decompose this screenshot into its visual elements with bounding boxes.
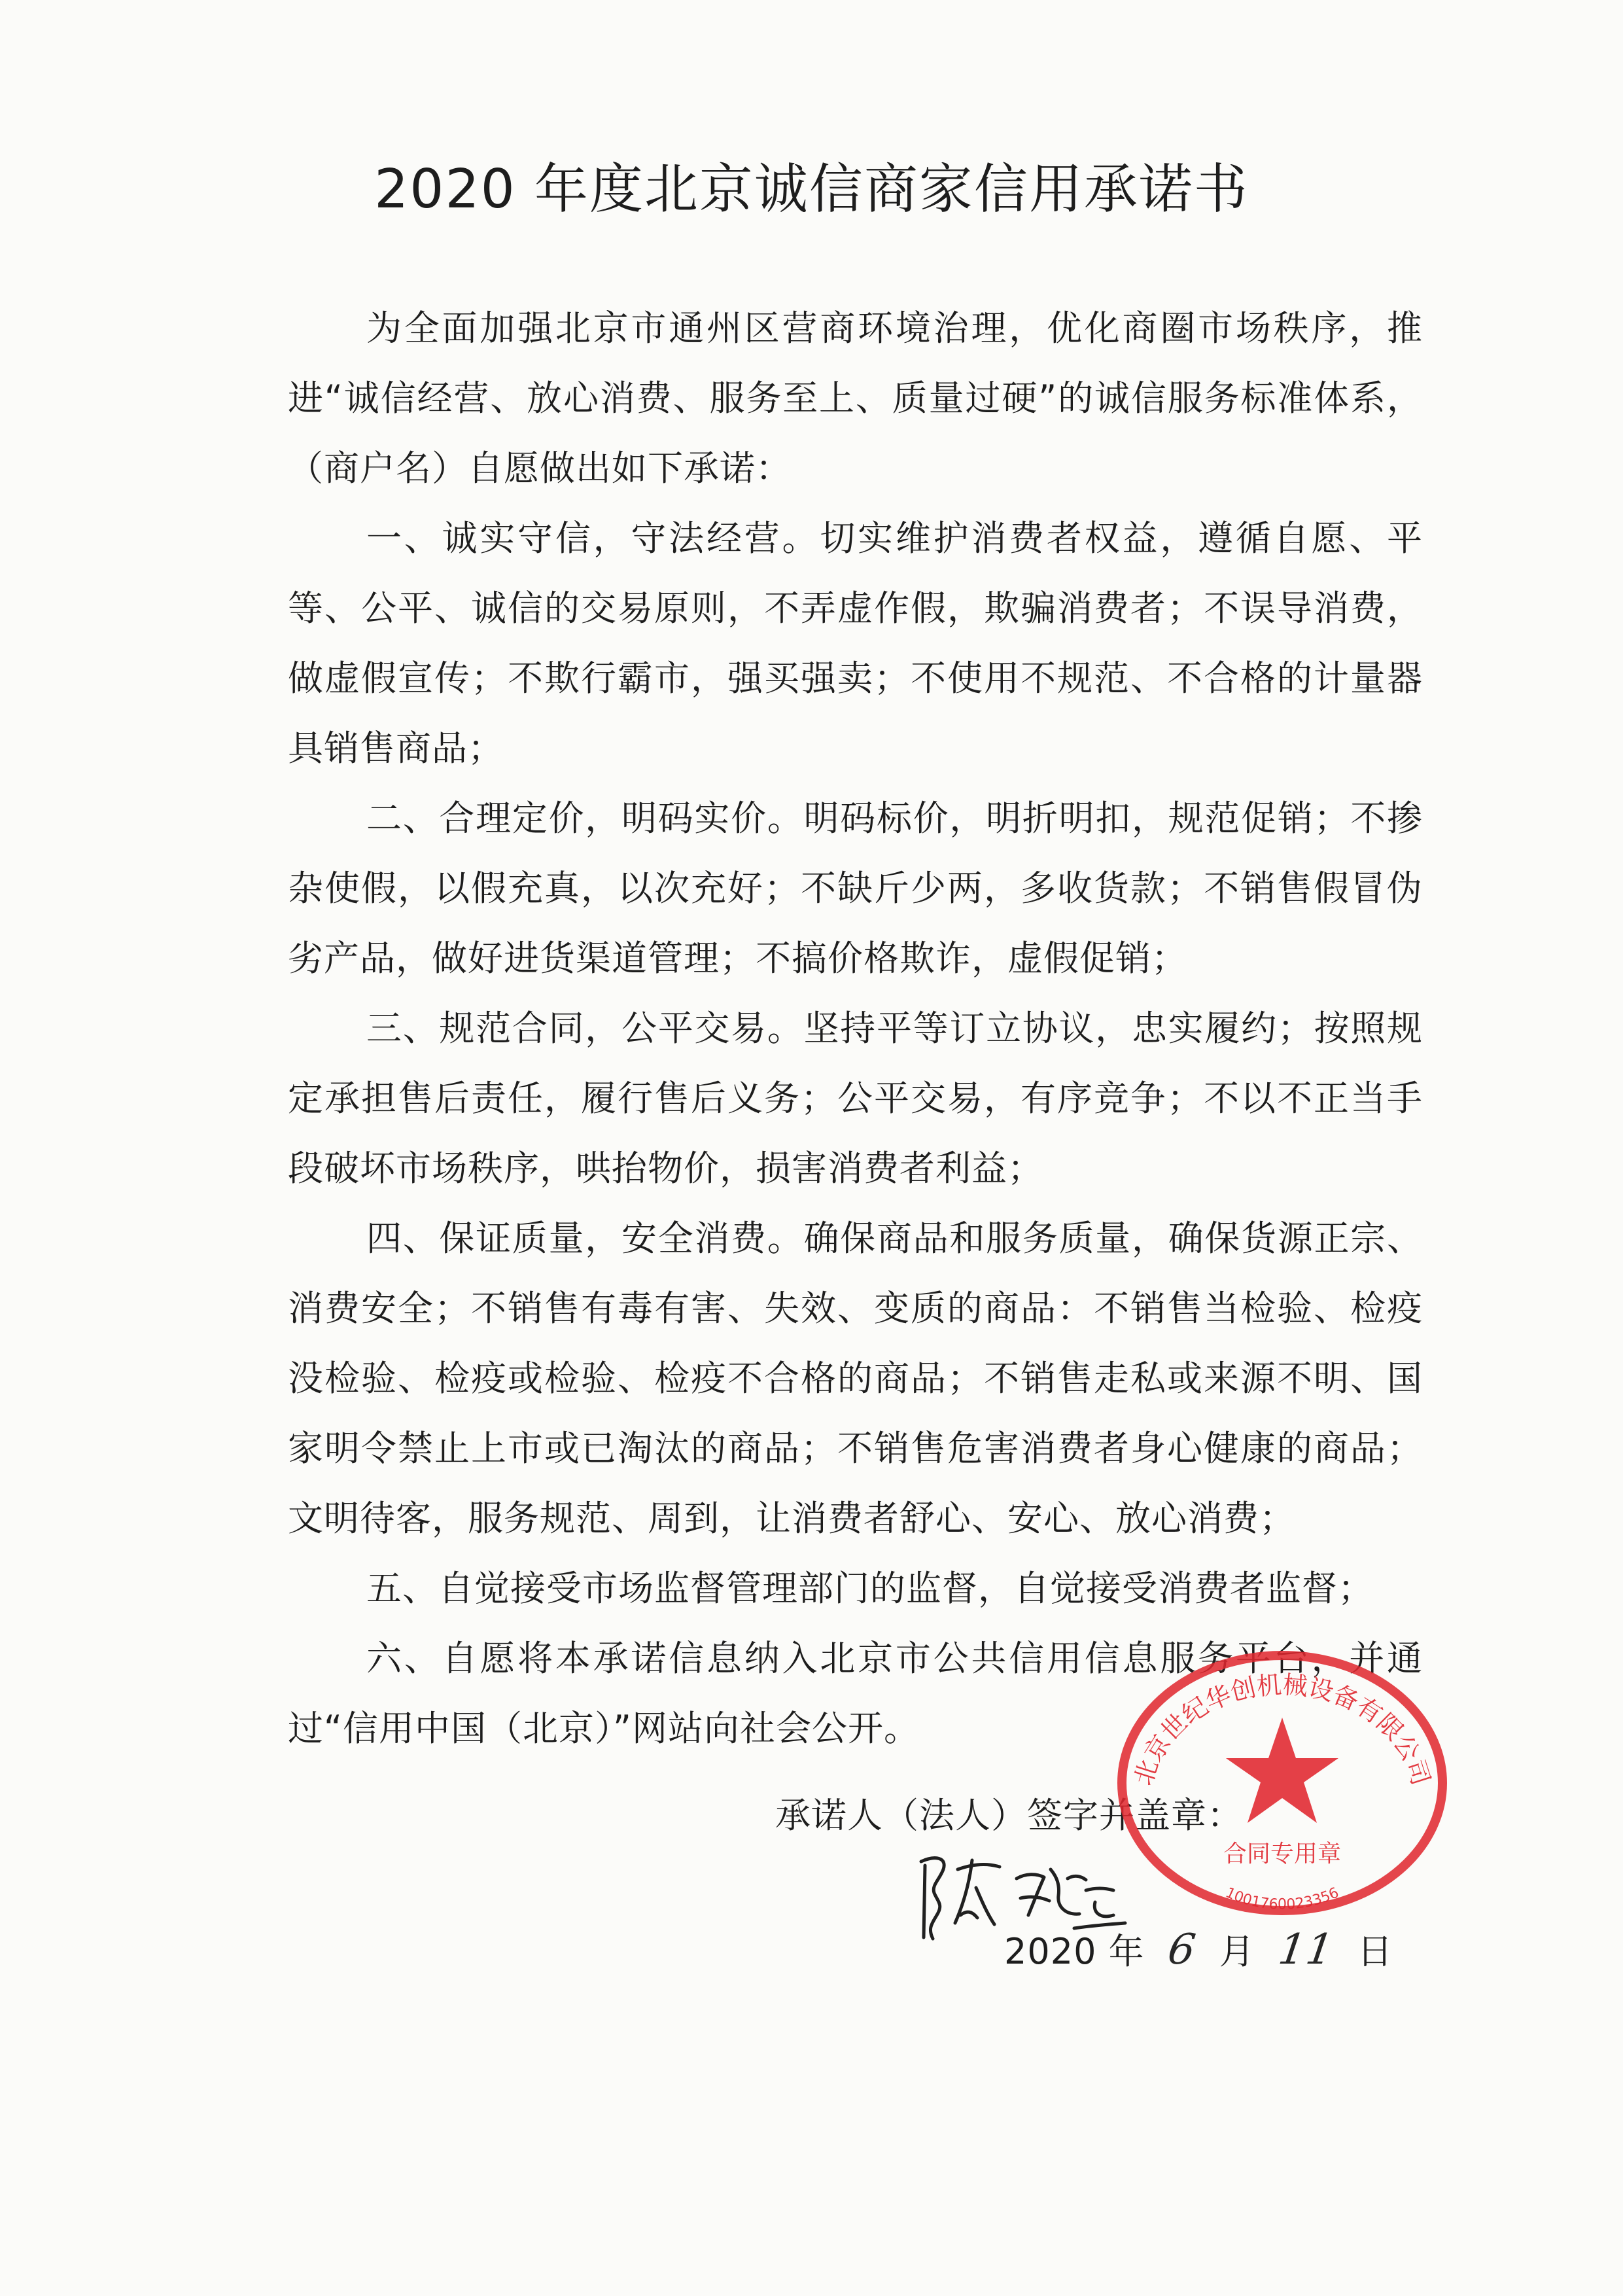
- paragraph-commitment-6: 六、自愿将本承诺信息纳入北京市公共信用信息服务平台，并通过“信用中国（北京）”网站向社会公开。: [288, 1638, 1423, 1749]
- signature-label: 承诺人（法人）签字并盖章：: [775, 1795, 1243, 1836]
- date-month-suffix: 月: [1219, 1931, 1255, 1972]
- date-day-suffix: 日: [1357, 1931, 1393, 1972]
- date-line: [1004, 1924, 1393, 1978]
- document-body: [288, 293, 1423, 1763]
- company-seal: [1099, 1639, 1465, 1927]
- seal-purpose: 合同专用章: [1223, 1841, 1342, 1867]
- seal-company-name: 北京世纪华创机械设备有限公司: [1128, 1670, 1436, 1789]
- document-title: 2020 年度北京诚信商家信用承诺书: [374, 158, 1249, 221]
- date-month: 6: [1164, 1926, 1199, 1974]
- paragraph-commitment-1: 一、诚实守信，守法经营。切实维护消费者权益，遵循自愿、平等、公平、诚信的交易原则，不弄虚作假，欺骗消费者；不误导消费，做虚假宣传；不欺行霸市，强买强卖；不使用不规范、不合格的计量器具销售商品；: [288, 518, 1423, 769]
- date-day: 11: [1275, 1926, 1337, 1974]
- paragraph-commitment-3: 三、规范合同，公平交易。坚持平等订立协议，忠实履约；按照规定承担售后责任，履行售后义务；公平交易，有序竞争；不以不正当手段破坏市场秩序，哄抬物价，损害消费者利益；: [288, 1008, 1423, 1189]
- paragraph-commitment-2: 二、合理定价，明码实价。明码标价，明折明扣，规范促销；不掺杂使假，以假充真，以次充好；不缺斤少两，多收货款；不销售假冒伪劣产品，做好进货渠道管理；不搞价格欺诈，虚假促销；: [288, 798, 1423, 979]
- paragraph-commitment-5: 五、自觉接受市场监督管理部门的监督，自觉接受消费者监督；: [366, 1568, 1374, 1609]
- date-year-suffix: 年: [1108, 1931, 1145, 1972]
- seal-number: 1001760023356: [1223, 1884, 1342, 1913]
- date-year: 2020: [1004, 1931, 1097, 1972]
- paragraph-intro: 为全面加强北京市通州区营商环境治理，优化商圈市场秩序，推进“诚信经营、放心消费、服务至上、质量过硬”的诚信服务标准体系，（商户名）自愿做出如下承诺：: [288, 308, 1423, 489]
- paragraph-commitment-4: 四、保证质量，安全消费。确保商品和服务质量，确保货源正宗、消费安全；不销售有毒有害、失效、变质的商品：不销售当检验、检疫没检验、检疫或检验、检疫不合格的商品；不销售走私或来源不明、国家明令禁止上市或已淘汰的商品；不销售危害消费者身心健康的商品；文明待客，服务规范、周到，让消费者舒心、安心、放心消费；: [288, 1218, 1423, 1539]
